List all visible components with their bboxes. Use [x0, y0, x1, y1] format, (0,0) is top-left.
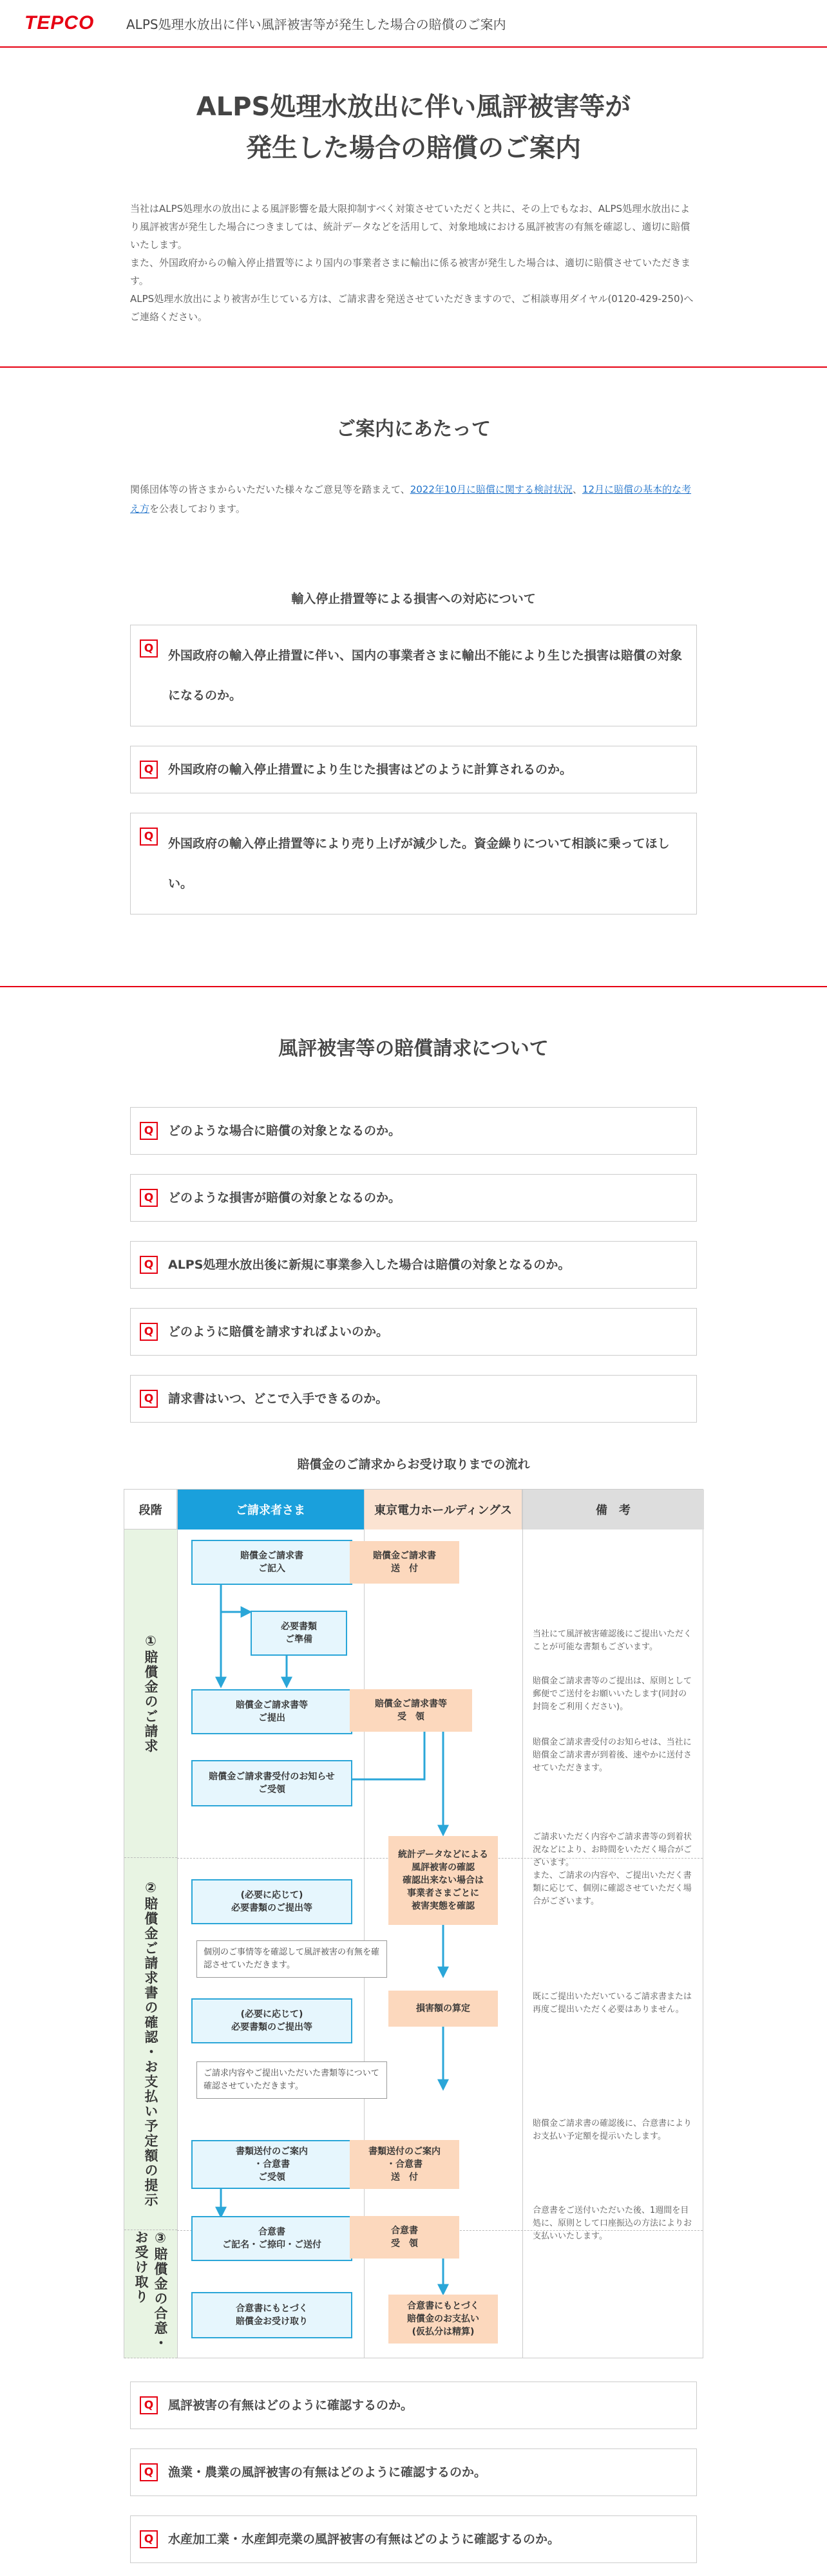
q-icon: Q: [140, 2396, 158, 2414]
phase-1-label: ①賠償金のご請求: [143, 1633, 158, 1754]
guide-text-after: を公表しております。: [149, 503, 245, 515]
faq-question: 請求書はいつ、どこで入手できるのか。: [168, 1392, 388, 1406]
faq-question: 外国政府の輸入停止措置により生じた損害はどのように計算されるのか。: [168, 762, 573, 777]
faq-item[interactable]: [130, 625, 697, 726]
flow-remark: ご請求いただく内容やご請求書等の到着状況などにより、お時間をいただく場合がございます。 また、ご請求の内容や、ご提出いただく書類に応じて、個別に確認させていただく場合がございます。: [533, 1832, 692, 1906]
flow-step-receive-payment: 合意書にもとづく 賠償金お受け取り: [191, 2292, 352, 2338]
page-title-line1: ALPS処理水放出に伴い風評被害等が: [196, 92, 631, 122]
faq-question: どのような損害が賠償の対象となるのか。: [168, 1191, 401, 1205]
guide-text-mid: 、: [572, 484, 582, 495]
tepco-logo[interactable]: TEPCO: [24, 12, 95, 33]
link-basic-policy[interactable]: 12月に賠償の基本的な考え方: [130, 484, 692, 515]
q-icon: Q: [140, 2463, 158, 2481]
page-title-line2: 発生した場合の賠償のご案内: [246, 133, 581, 163]
faq-item[interactable]: [130, 1375, 697, 1423]
guide-title: ご案内にあたって: [336, 418, 491, 440]
flow-header-phase: 段階: [124, 1490, 177, 1530]
q-icon: Q: [140, 761, 158, 779]
flow-step-receive-agreement: 書類送付のご案内 ・合意書 ご受領: [191, 2140, 352, 2189]
flow-step-submit-form: 賠償金ご請求書等 ご提出: [191, 1689, 352, 1734]
intro-paragraph: また、外国政府からの輸入停止措置等により国内の事業者さまに輸出に係る被害が発生した場合は、適切に賠償させていただきます。: [130, 257, 691, 287]
q-icon: Q: [140, 1323, 158, 1341]
q-icon: Q: [140, 2530, 158, 2548]
phase-2-label: ②賠償金ご請求書の確認・お支払い予定額の提示: [143, 1880, 158, 2208]
faq-question: 外国政府の輸入停止措置等により売り上げが減少した。資金繰りについて相談に乗ってほしい。: [168, 837, 670, 891]
faq-item[interactable]: [130, 1174, 697, 1222]
faq-item[interactable]: [130, 1241, 697, 1289]
faq-question: どのように賠償を請求すればよいのか。: [168, 1325, 389, 1339]
claims-title: 風評被害等の賠償請求について: [278, 1037, 549, 1060]
intro-paragraph: ALPS処理水放出により被害が生じている方は、ご請求書を発送させていただきますので、ご相談専用ダイヤル(0120-429-250)へご連絡ください。: [130, 293, 694, 323]
flow-remark: 当社にて風評被害確認後にご提出いただくことが可能な書類もございます。: [533, 1629, 692, 1652]
claim-flow-diagram: [124, 1489, 703, 2358]
hero-section: [130, 48, 697, 366]
q-icon: Q: [140, 1390, 158, 1408]
flow-header-tepco: 東京電力ホールディングス: [364, 1490, 522, 1530]
flow-note-2: ご請求内容やご提出いただいた書類等について確認させていただきます。: [196, 2061, 387, 2099]
faq-item[interactable]: [130, 746, 697, 793]
faq-item[interactable]: [130, 1107, 697, 1155]
flow-tepco-receive-form: 賠償金ご請求書等 受 領: [350, 1689, 472, 1732]
flow-step-fill-form: 賠償金ご請求書 ご記入: [191, 1540, 352, 1585]
flow-remark: 合意書をご送付いただいた後、1週間を目処に、原則として口座振込の方法によりお支払いいたします。: [533, 2206, 692, 2241]
intro-paragraph: 当社はALPS処理水の放出による風評影響を最大限抑制すべく対策させていただくと共に、その上でもなお、ALPS処理水放出により風評被害が発生した場合につきましては、統計データなどを活用して、対象地域における風評被害の有無を確認し、適切に賠償いたします。: [130, 203, 690, 251]
guide-text-before: 関係団体等の皆さまからいただいた様々なご意見等を踏まえて、: [130, 484, 410, 495]
page-title: [130, 48, 697, 169]
flow-remark: 賠償金ご請求書の確認後に、合意書によりお支払い予定額を提示いたします。: [533, 2119, 692, 2141]
faq-item[interactable]: [130, 2448, 697, 2496]
flow-header-remarks: 備 考: [522, 1490, 704, 1530]
guide-section: [130, 368, 697, 986]
flow-tepco-pay: 合意書にもとづく 賠償金のお支払い (仮払分は精算): [388, 2295, 498, 2344]
faq-item[interactable]: [130, 2382, 697, 2429]
flow-step-submit-docs-1: (必要に応じて) 必要書類のご提出等: [191, 1879, 352, 1924]
faq-question: ALPS処理水放出後に新規に事業参入した場合は賠償の対象となるのか。: [168, 1258, 571, 1272]
flow-tepco-confirm-damage: 統計データなどによる 風評被害の確認 確認出来ない場合は 事業者さまごとに 被害実態を確認: [388, 1836, 498, 1925]
flow-note-1: 個別のご事情等を確認して風評被害の有無を確認させていただきます。: [196, 1940, 387, 1978]
flow-tepco-receive-agreement: 合意書 受 領: [350, 2216, 459, 2259]
import-ban-subtitle: 輸入停止措置等による損害への対応について: [291, 592, 536, 606]
intro-text: [130, 200, 697, 326]
flow-step-sign-agreement: 合意書 ご記名・ご捺印・ご送付: [191, 2216, 352, 2261]
flow-step-receive-notice: 賠償金ご請求書受付のお知らせ ご受領: [191, 1760, 352, 1806]
claims-section: [130, 987, 697, 1472]
flow-tepco-calculate: 損害額の算定: [388, 1991, 498, 2027]
flow-title: 賠償金のご請求からお受け取りまでの流れ: [297, 1457, 530, 1472]
faq-question: 風評被害の有無はどのように確認するのか。: [168, 2398, 414, 2412]
flow-step-submit-docs-2: (必要に応じて) 必要書類のご提出等: [191, 1998, 352, 2043]
phase-3-label: ③賠償金の合意・お受け取り: [133, 2230, 168, 2351]
flow-header-claimant: ご請求者さま: [177, 1490, 364, 1530]
flow-step-prepare-docs: 必要書類 ご準備: [251, 1611, 347, 1656]
q-icon: Q: [140, 639, 158, 658]
flow-remark: 賠償金ご請求書等のご提出は、原則として郵便でご送付をお願いいたします(同封の封筒をご利用ください)。: [533, 1676, 692, 1712]
q-icon: Q: [140, 1256, 158, 1274]
flow-remark: 既にご提出いただいているご請求書または再度ご提出いただく必要はありません。: [533, 1992, 692, 2014]
faq-question: 漁業・農業の風評被害の有無はどのように確認するのか。: [168, 2465, 487, 2479]
faq-question: どのような場合に賠償の対象となるのか。: [168, 1124, 401, 1138]
header-title: ALPS処理水放出に伴い風評被害等が発生した場合の賠償のご案内: [126, 16, 506, 32]
flow-remark: 賠償金ご請求書受付のお知らせは、当社に賠償金ご請求書が到着後、速やかに送付させていただきます。: [533, 1738, 692, 1773]
faq-question: 水産加工業・水産卸売業の風評被害の有無はどのように確認するのか。: [168, 2532, 560, 2546]
guide-text: [130, 480, 697, 518]
flow-tepco-send-agreement: 書類送付のご案内 ・合意書 送 付: [350, 2140, 459, 2189]
q-icon: Q: [140, 828, 158, 846]
q-icon: Q: [140, 1122, 158, 1140]
more-faq-section: [130, 2358, 697, 2563]
site-header: [0, 0, 827, 48]
faq-item[interactable]: [130, 813, 697, 914]
flow-tepco-send-form: 賠償金ご請求書 送 付: [350, 1541, 459, 1584]
q-icon: Q: [140, 1189, 158, 1207]
faq-item[interactable]: [130, 1308, 697, 1356]
link-review-status[interactable]: 2022年10月に賠償に関する検討状況: [410, 484, 573, 495]
faq-question: 外国政府の輸入停止措置に伴い、国内の事業者さまに輸出不能により生じた損害は賠償の対象になるのか。: [168, 649, 683, 703]
faq-item[interactable]: [130, 2515, 697, 2563]
